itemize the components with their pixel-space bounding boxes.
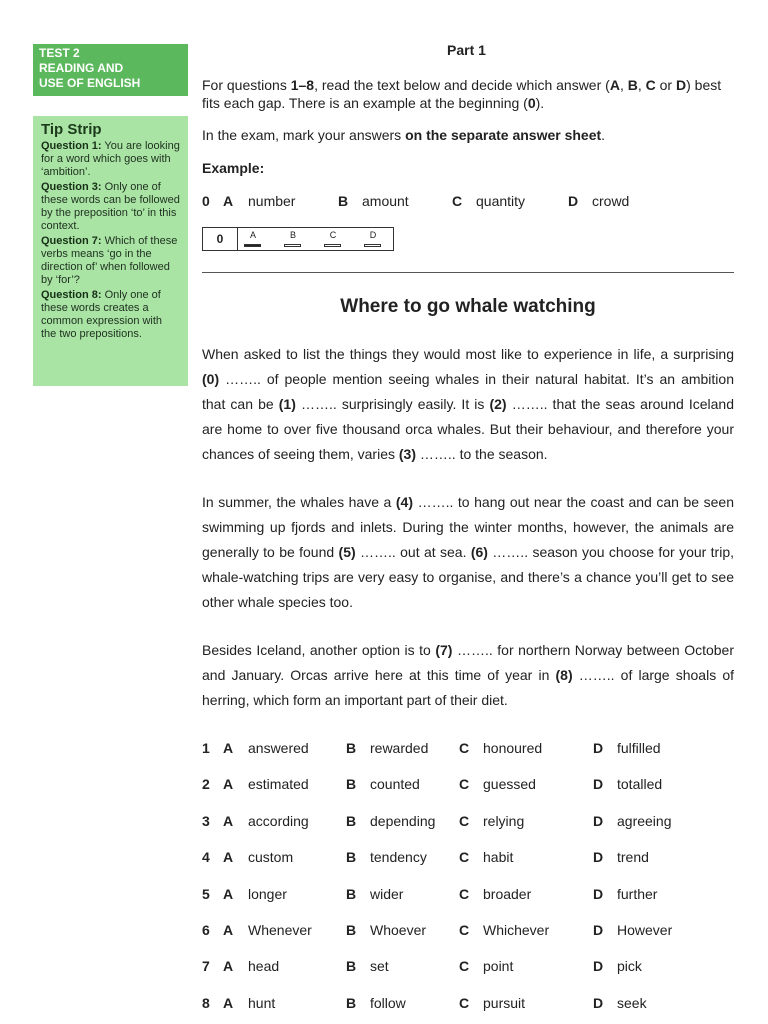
- question-number: 1: [202, 740, 210, 756]
- article-paragraph: When asked to list the things they would most like to experience in life, a surprising (0) …….. of people mention seeing whales in their natural habitat. It’s an ambition that can be (1) …….. surprisingly easily. It is (2) …….. that the seas around Iceland are home to over five thousand orca whales. But their behaviour, and therefore your chances of seeing them, varies (3) …….. to the season.: [202, 346, 734, 462]
- option-letter: D: [593, 740, 604, 756]
- option-letter: A: [223, 958, 234, 975]
- option-letter: D: [593, 812, 604, 829]
- example-number: 0: [202, 193, 210, 209]
- option-letter: C: [459, 812, 470, 829]
- option-word: relying: [483, 812, 525, 829]
- tip-text: Which of these verbs means ‘go in the direction of’ when followed by ‘for’?: [41, 235, 178, 286]
- question-row: [202, 995, 742, 1015]
- test-section-label: [33, 44, 188, 96]
- tip-question-label: Question 7:: [41, 235, 102, 247]
- gap-number: (5): [338, 544, 356, 560]
- option-letter: D: [593, 994, 604, 1011]
- question-number: 8: [202, 994, 210, 1011]
- answer-mark-selected: [244, 244, 261, 247]
- question-number: 3: [202, 812, 210, 829]
- tip-text: You are looking for a word which goes with ‘ambition’.: [41, 140, 180, 178]
- instructions: For questions 1–8, read the text below and decide which answer (A, B, C or D) best fits each gap. There is an example at the beginning (0).: [202, 77, 722, 111]
- option-letter: D: [593, 849, 604, 866]
- question-number: 7: [202, 958, 210, 975]
- gap-number: (1): [278, 396, 296, 412]
- option-letter: A: [223, 922, 234, 938]
- answer-box-letter: D: [369, 230, 377, 240]
- tip-item: [41, 140, 180, 179]
- option-word: Whenever: [248, 922, 312, 938]
- answer-mark: [364, 244, 381, 247]
- option-letter: C: [459, 849, 470, 866]
- option-word: totalled: [617, 776, 663, 793]
- answer-box-letter: A: [249, 230, 256, 240]
- example-option-word: quantity: [476, 193, 526, 209]
- option-word: depending: [370, 812, 436, 829]
- option-letter: B: [346, 740, 357, 756]
- question-row: [202, 958, 742, 978]
- option-word: further: [617, 885, 658, 902]
- question-number: 5: [202, 885, 210, 902]
- option-word: according: [248, 812, 309, 829]
- question-number: 2: [202, 776, 210, 793]
- example-option-word: amount: [362, 193, 409, 209]
- gap-number: (4): [395, 494, 414, 510]
- example-label: Example:: [202, 160, 265, 176]
- exam-instruction: In the exam, mark your answers on the separate answer sheet.: [202, 127, 606, 143]
- option-word: pursuit: [483, 994, 526, 1011]
- option-letter: D: [593, 885, 604, 902]
- option-letter: C: [459, 885, 470, 902]
- option-word: point: [483, 958, 514, 975]
- tip-question-label: Question 1:: [41, 140, 102, 152]
- example-option-letter: A: [223, 193, 234, 209]
- example-option-letter: B: [338, 193, 349, 209]
- test-label-line: READING AND: [39, 61, 124, 75]
- option-letter: B: [346, 812, 357, 829]
- option-word: Whoever: [370, 922, 427, 938]
- gap-number: (0): [202, 371, 220, 387]
- question-row: [202, 849, 742, 869]
- option-word: Whichever: [483, 922, 550, 938]
- option-letter: B: [346, 849, 357, 866]
- option-letter: A: [223, 885, 234, 902]
- option-word: longer: [248, 885, 287, 902]
- option-word: hunt: [248, 994, 276, 1011]
- option-word: habit: [483, 849, 514, 866]
- question-row: [202, 740, 742, 760]
- tip-strip: [33, 116, 188, 386]
- answer-box-letter: C: [329, 230, 337, 240]
- part-title: Part 1: [447, 42, 486, 58]
- option-word: counted: [370, 776, 420, 793]
- option-word: estimated: [248, 776, 309, 793]
- question-number: 6: [202, 922, 210, 938]
- option-letter: A: [223, 776, 234, 793]
- answer-mark: [284, 244, 301, 247]
- answer-mark: [324, 244, 341, 247]
- option-letter: D: [593, 776, 604, 793]
- option-letter: D: [593, 922, 604, 938]
- option-letter: A: [223, 849, 234, 866]
- option-letter: B: [346, 922, 357, 938]
- test-label-line: TEST 2: [39, 46, 80, 60]
- question-row: [202, 886, 742, 906]
- example-option-letter: C: [452, 193, 463, 209]
- test-label-line: USE OF ENGLISH: [39, 76, 141, 90]
- option-word: broader: [483, 885, 532, 902]
- tip-text: Only one of these words creates a common expression with the two prepositions.: [41, 289, 163, 340]
- answer-box-number: 0: [203, 228, 238, 250]
- option-letter: B: [346, 958, 357, 975]
- option-letter: A: [223, 740, 234, 756]
- option-word: trend: [617, 849, 649, 866]
- option-word: However: [617, 922, 673, 938]
- example-option-word: crowd: [592, 193, 630, 209]
- option-letter: B: [346, 885, 357, 902]
- article-title: Where to go whale watching: [340, 296, 596, 317]
- question-number: 4: [202, 849, 210, 866]
- option-word: follow: [370, 994, 406, 1011]
- question-row: [202, 813, 742, 833]
- option-word: fulfilled: [617, 740, 661, 756]
- option-word: wider: [370, 885, 404, 902]
- option-word: agreeing: [617, 812, 672, 829]
- gap-number: (8): [555, 667, 573, 683]
- option-letter: C: [459, 958, 470, 975]
- question-row: [202, 922, 742, 942]
- option-word: tendency: [370, 849, 427, 866]
- tip-question-label: Question 3:: [41, 181, 102, 193]
- option-letter: A: [223, 994, 234, 1011]
- tip-question-label: Question 8:: [41, 289, 102, 301]
- tip-strip-title: Tip Strip: [41, 121, 102, 138]
- option-word: honoured: [483, 740, 543, 756]
- option-word: answered: [248, 740, 309, 756]
- option-letter: C: [459, 776, 470, 793]
- article-paragraph: Besides Iceland, another option is to (7) …….. for northern Norway between October and January. Orcas arrive here at this time of year in (8) …….. of large shoals of herring, which form an important part of their diet.: [202, 642, 734, 708]
- option-letter: D: [593, 958, 604, 975]
- tip-item: [41, 181, 180, 233]
- option-word: head: [248, 958, 280, 975]
- option-word: pick: [617, 958, 642, 975]
- option-word: set: [370, 958, 389, 975]
- example-option-word: number: [248, 193, 296, 209]
- option-letter: C: [459, 740, 470, 756]
- divider: [202, 272, 734, 273]
- answer-box-letter: B: [289, 230, 296, 240]
- gap-number: (3): [398, 446, 417, 462]
- gap-number: (6): [470, 544, 488, 560]
- option-word: custom: [248, 849, 294, 866]
- option-letter: A: [223, 812, 234, 829]
- article-paragraph: In summer, the whales have a (4) …….. to hang out near the coast and can be seen swimming up fjords and inlets. During the winter months, however, the animals are generally to be found (5) …….. out at sea. (6) …….. season you choose for your trip, whale-watching trips are very easy to organise, and there’s a chance you’ll get to see other whale species too.: [202, 494, 735, 610]
- tip-item: [41, 289, 180, 341]
- example-answer-box: [202, 227, 394, 251]
- tip-text: Only one of these words can be followed by the preposition ‘to’ in this context.: [41, 181, 180, 232]
- option-letter: B: [346, 776, 357, 793]
- question-row: [202, 776, 742, 796]
- example-option-letter: D: [568, 193, 579, 209]
- gap-number: (7): [435, 642, 453, 658]
- option-word: rewarded: [370, 740, 429, 756]
- option-letter: C: [459, 922, 470, 938]
- option-word: seek: [617, 994, 647, 1011]
- gap-number: (2): [489, 396, 507, 412]
- tip-item: [41, 235, 180, 287]
- option-letter: C: [459, 994, 470, 1011]
- option-word: guessed: [483, 776, 536, 793]
- option-letter: B: [346, 994, 357, 1011]
